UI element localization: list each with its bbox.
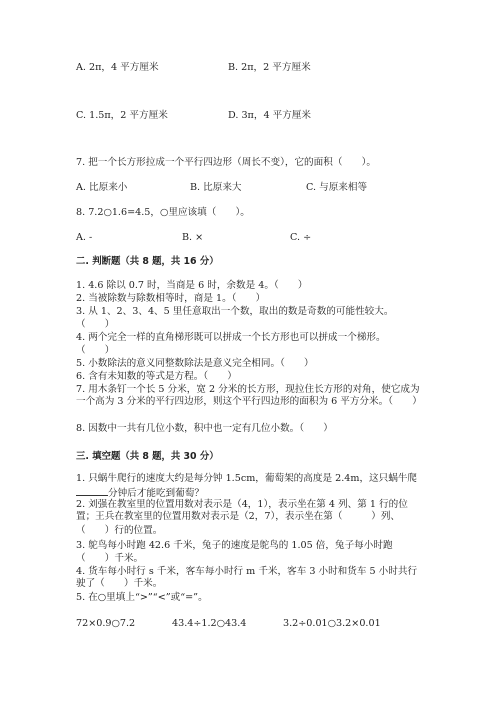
fill-q1-line2: 分钟后才能吃到葡萄？ — [76, 486, 204, 500]
judge-item-7: 7. 用木条钉一个长 5 分米，宽 2 分米的长方形，现拉住长方形的对角，使它成为一个高为 3 分米的平行四边形，则这个平行四边形的面积为 6 平方分米。（ ） — [76, 384, 422, 407]
compare-3: 3.2÷0.01○3.2×0.01 — [283, 618, 381, 629]
q8-option-a: A. - — [76, 232, 93, 243]
q8-option-c: C. ÷ — [290, 232, 312, 243]
fill-q2-line3: （ ）行的位置。 — [76, 525, 163, 536]
q7-option-c: C. 与原来相等 — [306, 182, 368, 193]
fill-q2: 2. 刘强在教室里的位置用数对表示是（4，1），表示坐在第 4 列、第 1 行的位置；王兵在教室里的位置用数对表示是（2，7），表示坐在第（ ）列、 — [76, 499, 408, 522]
judge-item-1: 1. 4.6 除以 0.7 时，当商是 6 时，余数是 4。（ ） — [76, 280, 308, 291]
judge-item-4-bracket: （ ） — [76, 345, 115, 356]
judge-item-3-bracket: （ ） — [76, 319, 115, 330]
judge-item-5: 5. 小数除法的意义同整数除法是意义完全相同。（ ） — [76, 358, 314, 369]
compare-2: 43.4÷1.2○43.4 — [172, 618, 247, 629]
q6-option-b: B. 2π，2 平方厘米 — [228, 62, 311, 73]
judge-item-4: 4. 两个完全一样的直角梯形既可以拼成一个长方形也可以拼成一个梯形。 — [76, 332, 386, 343]
q7-option-b: B. 比原来大 — [190, 182, 242, 193]
compare-1: 72×0.9○7.2 — [76, 618, 136, 629]
fill-q3-line1: 3. 鸵鸟每小时跑 42.6 千米，兔子的速度是鸵鸟的 1.05 倍，兔子每小时跑 — [76, 540, 393, 551]
judge-item-3: 3. 从 1、2、3、4、5 里任意取出一个数，取出的数是奇数的可能性较大。 — [76, 306, 394, 317]
q7-option-a: A. 比原来小 — [76, 182, 128, 193]
q7-stem: 7. 把一个长方形拉成一个平行四边形（周长不变），它的面积（ ）。 — [76, 157, 377, 168]
fill-q5: 5. 在○里填上“>”“<”或“=”。 — [76, 592, 208, 603]
q8-option-b: B. × — [182, 232, 204, 243]
judge-item-6: 6. 含有未知数的等式是方程。（ ） — [76, 371, 237, 382]
fill-q1-line1: 1. 只蜗牛爬行的速度大约是每分钟 1.5cm，葡萄架的高度是 2.4m，这只蜗牛爬 — [76, 473, 418, 484]
fill-q3-line2: （ ）千米。 — [76, 553, 144, 564]
q6-option-a: A. 2π，4 平方厘米 — [76, 62, 159, 73]
q6-option-d: D. 3π，4 平方厘米 — [228, 110, 311, 121]
section-heading-judge: 二. 判断题（共 8 题，共 16 分） — [76, 256, 219, 267]
answer-blank[interactable] — [76, 486, 108, 496]
judge-item-2: 2. 当被除数与除数相等时，商是 1。（ ） — [76, 293, 266, 304]
fill-q4: 4. 货车每小时行 s 千米，客车每小时行 m 千米，客车 3 小时和货车 5 小时共行驶了（ ）千米。 — [76, 566, 418, 589]
judge-item-8: 8. 因数中一共有几位小数，积中也一定有几位小数。（ ） — [76, 423, 333, 434]
section-heading-fill: 三. 填空题（共 8 题，共 30 分） — [76, 451, 219, 462]
q6-option-c: C. 1.5π，2 平方厘米 — [76, 110, 168, 121]
q8-stem: 8. 7.2○1.6=4.5，○里应该填（ ）。 — [76, 207, 250, 218]
